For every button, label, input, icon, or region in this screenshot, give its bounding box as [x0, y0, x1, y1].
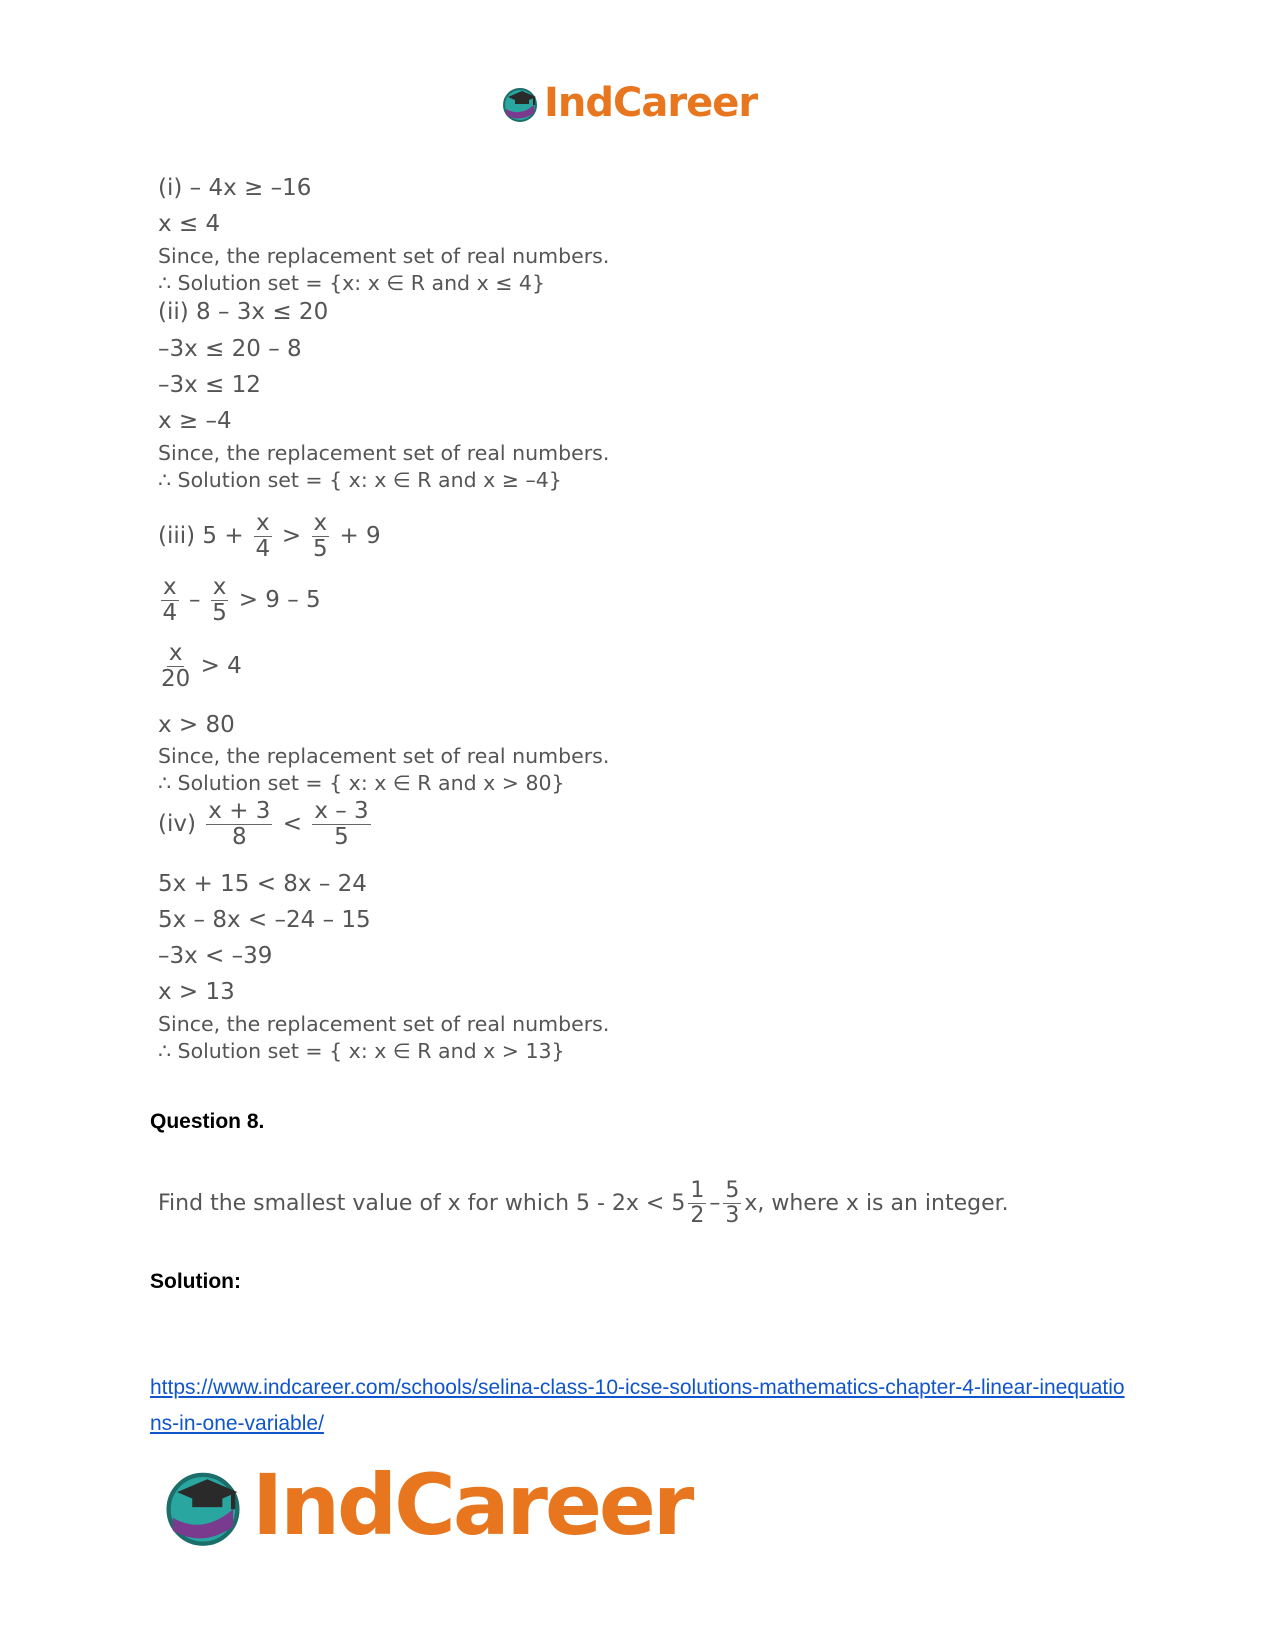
indcareer-logo-top: [500, 78, 757, 128]
fraction: $\frac{x}{4}$: [255, 510, 271, 562]
solution-set: ∴ Solution set = {x: x ∈ R and x ≤ 4}: [158, 271, 546, 295]
fraction: $\frac{x}{5}$: [312, 510, 328, 562]
line-iii-prefix: (iii) 5 +: [158, 523, 244, 549]
solution-set: ∴ Solution set = { x: x ∈ R and x > 13}: [158, 1039, 565, 1063]
fraction: $\frac{x + 3}{8}$: [208, 798, 271, 850]
line-iv-step: 5x + 15 < 8x – 24: [158, 871, 367, 897]
fraction: $\frac{5}{3}$: [725, 1178, 740, 1228]
source-link[interactable]: https://www.indcareer.com/schools/selina-class-10-icse-solutions-mathematics-chapter-4-linear-inequations-in-one-variable/: [150, 1376, 1125, 1435]
solution-set: ∴ Solution set = { x: x ∈ R and x ≥ –4}: [158, 468, 562, 492]
question-heading: Question 8.: [150, 1110, 265, 1133]
indcareer-logo-bottom: [160, 1456, 692, 1554]
question-text-start: Find the smallest value of x for which 5 - 2x < 5: [158, 1191, 686, 1216]
fraction: $\frac{x - 3}{5}$: [314, 798, 369, 850]
line-iii: (iii) 5 + $\frac{x}{4}$ > $\frac{x}{5}$ + 9: [158, 510, 381, 562]
solution-set: ∴ Solution set = { x: x ∈ R and x > 80}: [158, 771, 565, 795]
brand-name: IndCareer: [252, 1456, 692, 1554]
replacement-note: Since, the replacement set of real numbers.: [158, 441, 610, 465]
line-iv-prefix: (iv): [158, 811, 196, 837]
line-ii-step: –3x ≤ 12: [158, 372, 261, 398]
line-iv-step: 5x – 8x < –24 – 15: [158, 907, 371, 933]
line-i: (i) – 4x ≥ –16: [158, 175, 312, 201]
question-text-end: x, where x is an integer.: [744, 1191, 1009, 1216]
replacement-note: Since, the replacement set of real numbers.: [158, 1012, 610, 1036]
line-iii-step: $\frac{x}{20}$ > 4: [161, 640, 242, 692]
line-iii-step: $\frac{x}{4}$ – $\frac{x}{5}$ > 9 – 5: [162, 574, 321, 626]
brand-name: IndCareer: [544, 80, 758, 126]
graduation-globe-icon: [160, 1462, 246, 1548]
line-ii-result: x ≥ –4: [158, 408, 232, 434]
line-i-result: x ≤ 4: [158, 211, 221, 237]
line-ii-step: –3x ≤ 20 – 8: [158, 336, 302, 362]
mixed-fraction: $\frac{1}{2}$: [690, 1178, 705, 1228]
replacement-note: Since, the replacement set of real numbers.: [158, 244, 610, 268]
fraction: $\frac{x}{5}$: [212, 574, 227, 626]
line-iv: (iv) $\frac{x + 3}{8}$ < $\frac{x - 3}{5}$: [158, 798, 369, 850]
line-iii-result: x > 80: [158, 712, 235, 738]
question-text: Find the smallest value of x for which 5 - 2x < 5 $\frac{1}{2}$ – $\frac{5}{3}$ x, where x is an integer.: [158, 1178, 1009, 1228]
fraction: $\frac{x}{20}$: [161, 640, 191, 692]
line-iv-result: x > 13: [158, 979, 235, 1005]
line-iv-step: –3x < –39: [158, 943, 273, 969]
line-ii: (ii) 8 – 3x ≤ 20: [158, 299, 329, 325]
replacement-note: Since, the replacement set of real numbers.: [158, 744, 610, 768]
graduation-globe-icon: [500, 83, 540, 123]
fraction: $\frac{x}{4}$: [162, 574, 178, 626]
solution-heading: Solution:: [150, 1270, 241, 1293]
